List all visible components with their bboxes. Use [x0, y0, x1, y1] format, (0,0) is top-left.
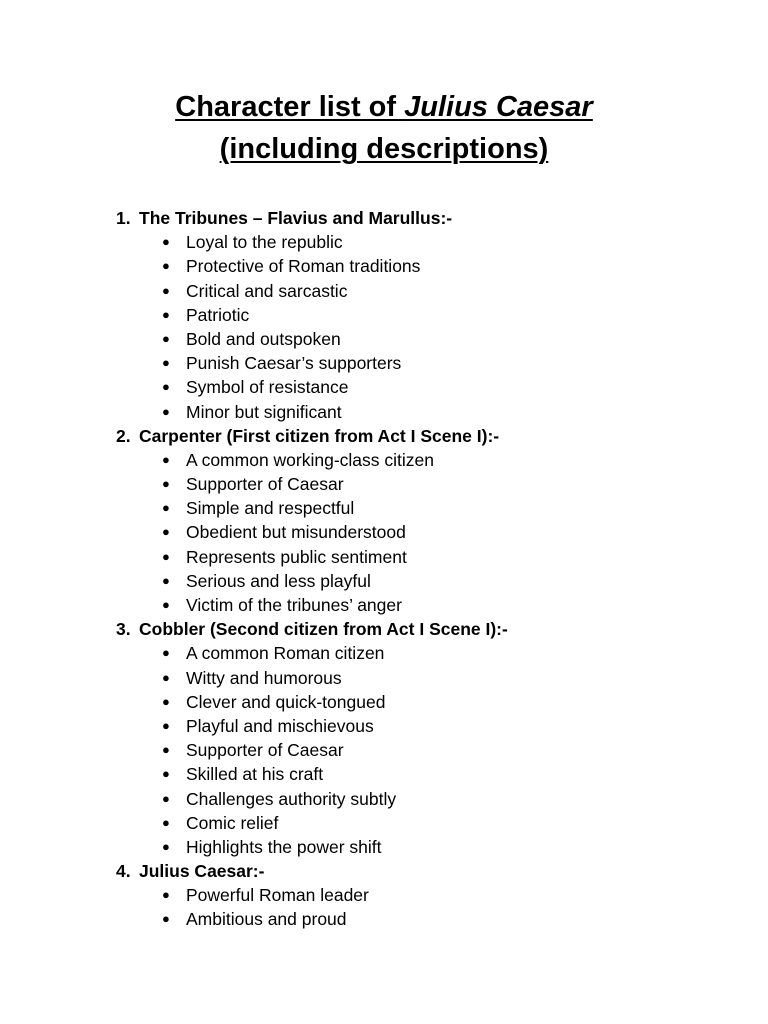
trait-text: Serious and less playful — [186, 570, 371, 591]
bullet-icon: ● — [162, 355, 170, 371]
trait-item — [0, 496, 768, 520]
bullet-icon: ● — [162, 597, 170, 612]
trait-text: A common Roman citizen — [186, 643, 385, 664]
trait-text: Represents public sentiment — [186, 546, 407, 567]
trait-text: Victim of the tribunes’ anger — [186, 595, 402, 615]
trait-text: Simple and respectful — [186, 498, 355, 519]
trait-text: Skilled at his craft — [186, 764, 324, 785]
trait-text: Loyal to the republic — [186, 232, 343, 253]
bullet-icon: ● — [162, 669, 170, 685]
bullet-icon: ● — [162, 790, 170, 806]
trait-text: Punish Caesar’s supporters — [186, 353, 402, 374]
trait-item — [0, 230, 768, 254]
bullet-icon: ● — [162, 524, 170, 540]
bullet-icon: ● — [162, 887, 170, 903]
trait-text: Symbol of resistance — [186, 377, 349, 398]
trait-item — [0, 738, 768, 762]
character-section — [0, 859, 768, 932]
trait-item — [0, 254, 768, 278]
bullet-icon: ● — [162, 548, 170, 564]
character-section — [0, 206, 768, 424]
bullet-icon: ● — [162, 838, 170, 854]
section-title: The Tribunes – Flavius and Marullus:- — [139, 208, 453, 228]
bullet-icon: ● — [162, 234, 170, 250]
trait-text: Minor but significant — [186, 401, 342, 422]
section-title: Cobbler (Second citizen from Act I Scene I):- — [139, 619, 508, 640]
trait-item — [0, 448, 768, 472]
bullet-icon: ● — [162, 911, 170, 927]
bullet-icon: ● — [162, 476, 170, 492]
title-line-1 — [175, 91, 592, 123]
trait-item — [0, 593, 768, 617]
bullet-icon: ● — [162, 403, 170, 419]
trait-item — [0, 641, 768, 665]
trait-text: Clever and quick-tongued — [186, 691, 386, 712]
section-title: Carpenter (First citizen from Act I Scene I):- — [139, 425, 500, 446]
trait-text: Supporter of Caesar — [186, 740, 344, 761]
section-heading — [0, 206, 768, 230]
title-line-2: (including descriptions) — [219, 133, 549, 165]
trait-text: Challenges authority subtly — [186, 788, 397, 809]
trait-item — [0, 400, 768, 424]
section-title: Julius Caesar:- — [139, 861, 265, 882]
trait-text: Highlights the power shift — [186, 836, 382, 857]
section-number: 3. — [116, 619, 131, 640]
document-title — [0, 86, 768, 170]
trait-text: Comic relief — [186, 812, 279, 833]
trait-item — [0, 545, 768, 569]
section-number: 1. — [116, 208, 131, 228]
trait-item — [0, 690, 768, 714]
trait-item — [0, 787, 768, 811]
trait-item — [0, 569, 768, 593]
trait-text: Obedient but misunderstood — [186, 522, 406, 543]
character-section — [0, 424, 768, 618]
section-heading — [0, 424, 768, 448]
trait-item — [0, 666, 768, 690]
trait-text: A common working-class citizen — [186, 449, 434, 470]
trait-text: Bold and outspoken — [186, 328, 341, 349]
bullet-icon: ● — [162, 379, 170, 395]
bullet-icon: ● — [162, 572, 170, 588]
bullet-icon: ● — [162, 766, 170, 782]
bullet-icon: ● — [162, 258, 170, 274]
bullet-icon: ● — [162, 814, 170, 830]
trait-list — [0, 230, 768, 424]
trait-list — [0, 641, 768, 859]
trait-list — [0, 883, 768, 931]
section-number: 4. — [116, 861, 131, 882]
bullet-icon: ● — [162, 500, 170, 516]
bullet-icon: ● — [162, 451, 170, 467]
bullet-icon: ● — [162, 693, 170, 709]
trait-item — [0, 351, 768, 375]
section-number: 2. — [116, 425, 131, 446]
trait-item — [0, 303, 768, 327]
trait-item — [0, 811, 768, 835]
character-section — [0, 617, 768, 859]
section-heading — [0, 859, 768, 883]
trait-list — [0, 448, 768, 617]
bullet-icon: ● — [162, 742, 170, 758]
character-sections — [0, 206, 768, 932]
trait-item — [0, 835, 768, 859]
bullet-icon: ● — [162, 306, 170, 322]
trait-text: Powerful Roman leader — [186, 885, 369, 906]
bullet-icon: ● — [162, 282, 170, 298]
trait-item — [0, 907, 768, 931]
trait-item — [0, 375, 768, 399]
trait-text: Ambitious and proud — [186, 909, 347, 930]
trait-text: Playful and mischievous — [186, 715, 374, 736]
section-heading — [0, 617, 768, 641]
bullet-icon: ● — [162, 645, 170, 661]
title-prefix: Character list of — [175, 91, 405, 123]
trait-item — [0, 520, 768, 544]
trait-text: Patriotic — [186, 304, 250, 325]
title-emphasis: Julius Caesar — [404, 91, 593, 123]
bullet-icon: ● — [162, 717, 170, 733]
trait-text: Critical and sarcastic — [186, 280, 348, 301]
trait-item — [0, 762, 768, 786]
trait-text: Supporter of Caesar — [186, 474, 344, 495]
trait-item — [0, 279, 768, 303]
bullet-icon: ● — [162, 330, 170, 346]
trait-text: Protective of Roman traditions — [186, 256, 421, 277]
trait-item — [0, 714, 768, 738]
trait-item — [0, 472, 768, 496]
trait-item — [0, 327, 768, 351]
trait-item — [0, 883, 768, 907]
trait-text: Witty and humorous — [186, 667, 342, 688]
